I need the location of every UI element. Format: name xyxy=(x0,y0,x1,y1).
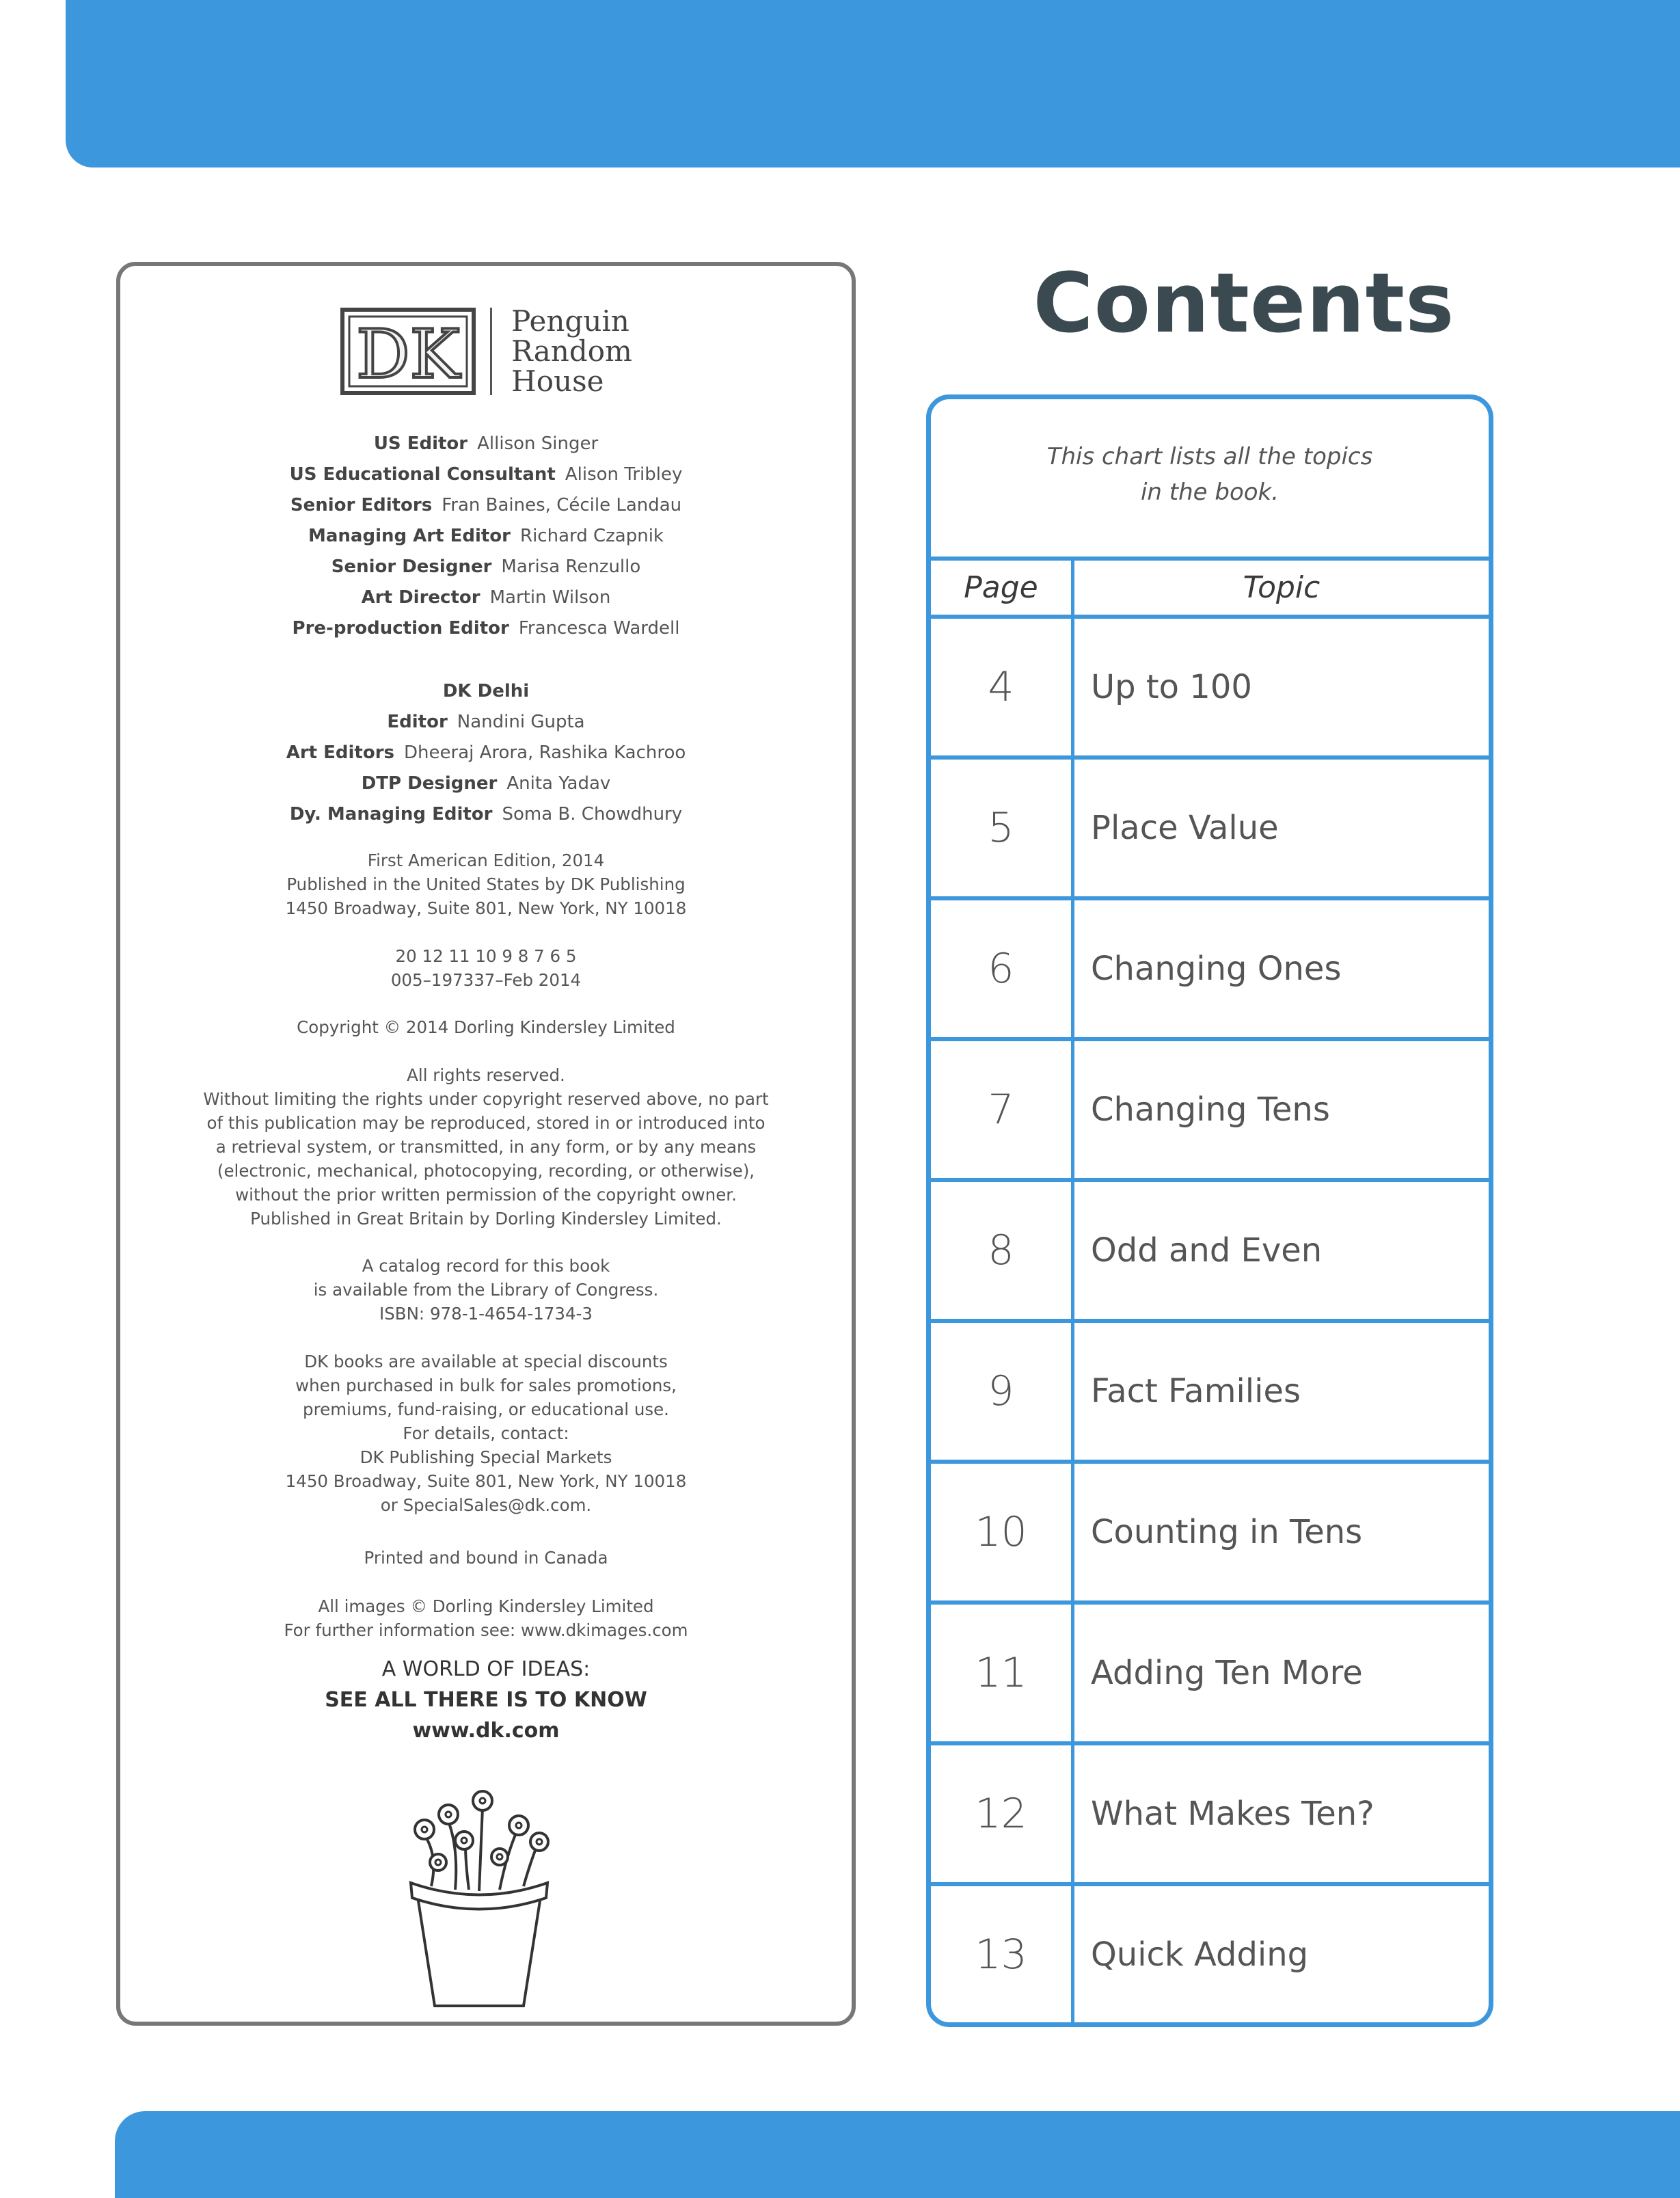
dk-logo-letters: DK xyxy=(356,316,461,394)
row-page-number: 13 xyxy=(931,1886,1074,2023)
row-topic: Changing Tens xyxy=(1091,1090,1330,1129)
print-codes-block xyxy=(120,944,852,992)
bottom-blue-band xyxy=(115,2111,1680,2198)
table-row xyxy=(931,1886,1489,2023)
top-blue-band xyxy=(66,0,1680,167)
row-topic: Changing Ones xyxy=(1091,950,1342,988)
credit-role: US Editor xyxy=(373,433,468,454)
imprint-card xyxy=(116,262,856,2026)
copyright-block xyxy=(120,1015,852,1039)
column-header-page: Page xyxy=(931,561,1074,615)
credit-role: Art Editors xyxy=(286,742,395,763)
credit-role: Editor xyxy=(387,712,448,732)
contents-table xyxy=(931,557,1489,2023)
table-row xyxy=(931,1323,1489,1464)
row-page-number: 10 xyxy=(931,1464,1074,1600)
print-code-line: 005–197337–Feb 2014 xyxy=(390,970,582,990)
table-row xyxy=(931,1745,1489,1886)
delhi-heading: DK Delhi xyxy=(442,681,530,701)
row-topic: Up to 100 xyxy=(1091,668,1252,706)
row-page-number: 6 xyxy=(931,900,1074,1037)
intro-line: This chart lists all the topics xyxy=(1046,443,1373,470)
catalog-line: is available from the Library of Congress. xyxy=(313,1280,659,1300)
table-row xyxy=(931,1605,1489,1745)
edition-line: 1450 Broadway, Suite 801, New York, NY 10018 xyxy=(285,898,687,918)
credit-line xyxy=(120,582,852,613)
rights-line: All rights reserved. xyxy=(407,1065,565,1085)
credit-role: Senior Designer xyxy=(331,557,492,577)
credit-name: Martin Wilson xyxy=(489,587,611,608)
credit-name: Alison Tribley xyxy=(565,464,683,485)
credit-name: Nandini Gupta xyxy=(457,712,585,732)
images-line: All images © Dorling Kindersley Limited xyxy=(318,1596,654,1616)
credit-line xyxy=(120,459,852,490)
discount-line: DK books are available at special discounts xyxy=(304,1352,668,1371)
credit-line xyxy=(120,521,852,552)
page-title: Contents xyxy=(1033,256,1455,351)
credit-line xyxy=(120,799,852,830)
row-topic: What Makes Ten? xyxy=(1091,1795,1374,1833)
row-topic: Odd and Even xyxy=(1091,1231,1323,1270)
credit-role: Senior Editors xyxy=(290,495,433,515)
rights-block xyxy=(120,1063,852,1231)
credit-line xyxy=(120,429,852,459)
table-row xyxy=(931,1464,1489,1605)
credit-role: Managing Art Editor xyxy=(308,526,511,546)
credit-name: Anita Yadav xyxy=(506,773,611,794)
table-row xyxy=(931,1041,1489,1182)
wordmark-line: Penguin xyxy=(511,304,629,338)
logo-divider xyxy=(490,308,492,395)
edition-line: Published in the United States by DK Publishing xyxy=(286,874,686,894)
rights-line: of this publication may be reproduced, stored in or introduced into xyxy=(206,1113,766,1133)
credit-name: Dheeraj Arora, Rashika Kachroo xyxy=(404,742,686,763)
row-page-number: 5 xyxy=(931,760,1074,896)
contents-chart xyxy=(926,394,1493,2027)
discount-line: For details, contact: xyxy=(403,1423,569,1443)
dk-logo-icon xyxy=(340,307,476,396)
credit-line xyxy=(120,738,852,768)
world-tagline: SEE ALL THERE IS TO KNOW xyxy=(325,1688,647,1712)
printed-block xyxy=(120,1546,852,1570)
credit-name: Francesca Wardell xyxy=(518,618,680,639)
rights-line: (electronic, mechanical, photocopying, recording, or otherwise), xyxy=(217,1161,755,1181)
row-topic: Adding Ten More xyxy=(1091,1654,1363,1692)
penguin-random-house-wordmark xyxy=(511,306,632,397)
publisher-logo xyxy=(120,304,852,398)
discount-email-line: or SpecialSales@dk.com. xyxy=(380,1495,592,1515)
credit-role: Pre-production Editor xyxy=(292,618,509,639)
row-topic: Counting in Tens xyxy=(1091,1513,1363,1551)
credit-line xyxy=(120,707,852,738)
credit-line xyxy=(120,613,852,644)
credit-role: Art Director xyxy=(361,587,480,608)
world-of-ideas-block xyxy=(120,1654,852,1746)
row-page-number: 8 xyxy=(931,1182,1074,1319)
rights-line: Published in Great Britain by Dorling Kindersley Limited. xyxy=(250,1209,722,1229)
credit-name: Fran Baines, Cécile Landau xyxy=(442,495,682,515)
contents-intro xyxy=(931,439,1489,510)
rights-line: without the prior written permission of the copyright owner. xyxy=(235,1185,737,1205)
table-row xyxy=(931,900,1489,1041)
row-page-number: 4 xyxy=(931,619,1074,755)
row-page-number: 11 xyxy=(931,1605,1074,1741)
credit-line xyxy=(120,552,852,582)
discount-line: DK Publishing Special Markets xyxy=(360,1447,612,1467)
credit-name: Marisa Renzullo xyxy=(501,557,641,577)
row-topic: Quick Adding xyxy=(1091,1935,1309,1974)
discount-line: when purchased in bulk for sales promotions, xyxy=(295,1376,677,1395)
discount-line: premiums, fund-raising, or educational use. xyxy=(303,1399,669,1419)
intro-line: in the book. xyxy=(1140,479,1279,506)
wordmark-line: Random xyxy=(511,334,632,368)
rights-line: Without limiting the rights under copyright reserved above, no part xyxy=(203,1089,769,1109)
row-topic: Fact Families xyxy=(1091,1372,1301,1410)
flowerpot-icon xyxy=(390,1780,568,2013)
images-block xyxy=(120,1594,852,1642)
table-row xyxy=(931,760,1489,900)
copyright-line: Copyright © 2014 Dorling Kindersley Limited xyxy=(297,1017,675,1037)
credit-role: DTP Designer xyxy=(361,773,498,794)
column-header-topic: Topic xyxy=(1243,570,1320,605)
us-credits xyxy=(120,429,852,644)
catalog-line: A catalog record for this book xyxy=(362,1256,610,1276)
credit-line xyxy=(120,768,852,799)
wordmark-line: House xyxy=(511,364,604,398)
table-row xyxy=(931,619,1489,760)
credit-name: Richard Czapnik xyxy=(520,526,664,546)
print-code-line: 20 12 11 10 9 8 7 6 5 xyxy=(395,946,577,966)
credit-role: US Educational Consultant xyxy=(289,464,556,485)
row-page-number: 12 xyxy=(931,1745,1074,1882)
discounts-block xyxy=(120,1350,852,1517)
edition-line: First American Edition, 2014 xyxy=(367,850,605,870)
discount-line: 1450 Broadway, Suite 801, New York, NY 10018 xyxy=(285,1471,687,1491)
printed-line: Printed and bound in Canada xyxy=(364,1548,608,1568)
world-line: A WORLD OF IDEAS: xyxy=(381,1657,591,1681)
isbn-line: ISBN: 978-1-4654-1734-3 xyxy=(379,1304,593,1324)
edition-block xyxy=(120,848,852,920)
table-header xyxy=(931,557,1489,619)
table-row xyxy=(931,1182,1489,1323)
row-topic: Place Value xyxy=(1091,809,1279,847)
row-page-number: 9 xyxy=(931,1323,1074,1460)
catalog-block xyxy=(120,1254,852,1326)
credit-name: Allison Singer xyxy=(477,433,599,454)
credit-role: Dy. Managing Editor xyxy=(289,804,493,825)
rights-line: a retrieval system, or transmitted, in any form, or by any means xyxy=(215,1137,757,1157)
row-page-number: 7 xyxy=(931,1041,1074,1178)
credit-line xyxy=(120,490,852,521)
images-line: For further information see: www.dkimages.com xyxy=(284,1620,688,1640)
credit-name: Soma B. Chowdhury xyxy=(502,804,683,825)
dk-website: www.dk.com xyxy=(412,1719,560,1743)
delhi-credits xyxy=(120,676,852,830)
